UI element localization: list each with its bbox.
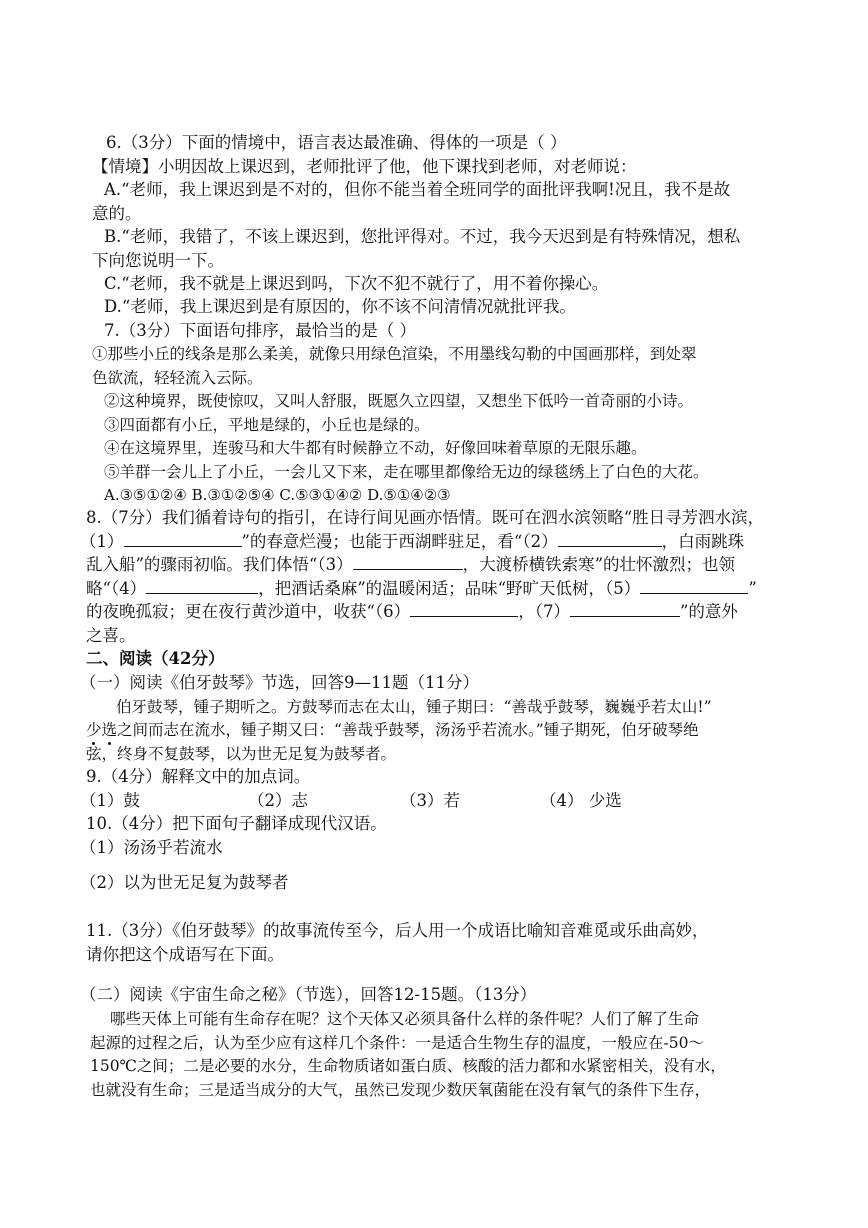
q7-sentence-5: ⑤羊群一会儿上了小丘，一会儿又下来，走在哪里都像给无边的绿毯绣上了白色的大花。 (104, 463, 709, 481)
q6-option-d: D.“老师，我上课迟到是有原因的，你不该不问清情况就批评我。 (104, 297, 576, 316)
q8-line2: （1） ”的春意烂漫；也能于西湖畔驻足，看“（2） ，白雨跳珠 (80, 532, 745, 551)
q7-sentence-3: ③四面都有小丘，平地是绿的，小丘也是绿的。 (104, 416, 430, 434)
answer-blank-7[interactable] (570, 601, 680, 617)
q8-line1: 8.（7分）我们循着诗句的指引，在诗行间见画亦悟情。既可在泗水滨领略“胜日寻芳泗水滨， (86, 508, 765, 527)
answer-blank-2[interactable] (558, 531, 662, 547)
q10-item-1: （1）汤汤乎若流水 (80, 838, 223, 857)
q6-option-c: C.“老师，我不就是上课迟到吗，下次不犯不就行了，用不着你操心。 (104, 274, 609, 293)
q7-sentence-2: ②这种境界，既使惊叹，又叫人舒服，既愿久立四望，又想坐下低吟一首奇丽的小诗。 (104, 392, 694, 410)
q7-sentence-1-line2: 色欲流，轻轻流入云际。 (92, 369, 263, 387)
passage2-line1: 哪些天体上可能有生命存在呢？这个天体又必须具备什么样的条件呢？人们了解了生命 (110, 1010, 700, 1028)
passage1-line2: 少选之间而志在流水，锺子期又曰：“善哉乎鼓琴，汤汤乎若流水。”锺子期死，伯牙破琴绝 (86, 721, 699, 739)
answer-blank-5[interactable] (640, 578, 748, 594)
passage2-line4: 也就没有生命；三是适当成分的大气，虽然已发现少数厌氧菌能在没有氧气的条件下生存， (90, 1081, 711, 1099)
part2-heading: （二）阅读《宇宙生命之秘》（节选），回答12-15题。（13分） (80, 985, 537, 1004)
q6-option-b-line1: B.“老师，我错了，不该上课迟到，您批评得对。不过，我今天迟到是有特殊情况，想私 (104, 227, 741, 246)
q6-option-a-line2: 意的。 (92, 204, 142, 223)
q6-context: 【情境】小明因故上课迟到，老师批评了他，他下课找到老师，对老师说： (92, 157, 637, 176)
q10-stem: 10.（4分）把下面句子翻译成现代汉语。 (86, 814, 387, 833)
q8-line3: 乱入船”的骤雨初临。我们体悟“（3） ，大渡桥横铁索寒”的壮怀激烈；也领 (86, 555, 736, 574)
q6-option-b-line2: 下向您说明一下。 (92, 251, 224, 270)
q6-option-a-line1: A.“老师，我上课迟到是不对的，但你不能当着全班同学的面批评我啊!况且，我不是故 (104, 180, 731, 199)
q8-line5: 的夜晚孤寂；更在夜行黄沙道中，收获“（6） ，（7） ”的意外 (86, 602, 738, 621)
q9-item-4: （4） 少选 (540, 791, 622, 810)
part1-heading: （一）阅读《伯牙鼓琴》节选，回答9—11题（11分） (80, 673, 479, 692)
passage1-line1: 伯牙鼓琴，锺子期听之。方鼓琴而志在太山，锺子期曰：“善哉乎鼓琴，巍巍乎若太山!” (116, 698, 712, 716)
q10-item-2: （2）以为世无足复为鼓琴者 (80, 873, 289, 892)
q9-item-2: （2）志 (248, 791, 308, 810)
answer-blank-6[interactable] (410, 601, 518, 617)
q8-line4: 略“（4） ，把酒话桑麻”的温暖闲适；品味“野旷天低树，（5） ” (86, 579, 757, 598)
passage1-line3: 弦，终身不复鼓琴，以为世无足复为鼓琴者。 (86, 745, 397, 763)
answer-blank-1[interactable] (124, 531, 242, 547)
answer-blank-3[interactable] (353, 554, 463, 570)
q9-item-3: （3）若 (400, 791, 460, 810)
section-heading-reading: 二、阅读（42分） (86, 649, 225, 668)
passage2-line3: 150℃之间；二是必要的水分，生命物质诸如蛋白质、核酸的活力都和水紧密相关，没有水， (90, 1057, 726, 1075)
q9-stem: 9.（4分）解释文中的加点词。 (86, 767, 311, 786)
q8-line6: 之喜。 (86, 626, 136, 645)
q7-sentence-4: ④在这境界里，连骏马和大牛都有时候静立不动，好像回味着草原的无限乐趣。 (104, 439, 647, 457)
answer-blank-4[interactable] (146, 578, 258, 594)
q7-sentence-1-line1: ①那些小丘的线条是那么柔美，就像只用绿色渲染，不用墨线勾勒的中国画那样，到处翠 (92, 345, 697, 363)
q7-stem: 7.（3分）下面语句排序，最恰当的是（ ） (104, 321, 416, 340)
q9-item-1: （1）鼓 (80, 791, 140, 810)
passage2-line2: 起源的过程之后，认为至少应有这样几个条件：一是适合生物生存的温度，一般应在-50～ (90, 1034, 704, 1052)
q6-stem: 6.（3分）下面的情境中，语言表达最准确、得体的一项是（ ） (106, 133, 567, 152)
q11-line2: 请你把这个成语写在下面。 (86, 945, 284, 964)
q11-line1: 11.（3分）《伯牙鼓琴》的故事流传至今，后人用一个成语比喻知音难觅或乐曲高妙， (86, 921, 709, 940)
q7-options: A.③⑤①②④ B.③①②⑤④ C.⑤③①④② D.⑤①④②③ (104, 486, 451, 504)
